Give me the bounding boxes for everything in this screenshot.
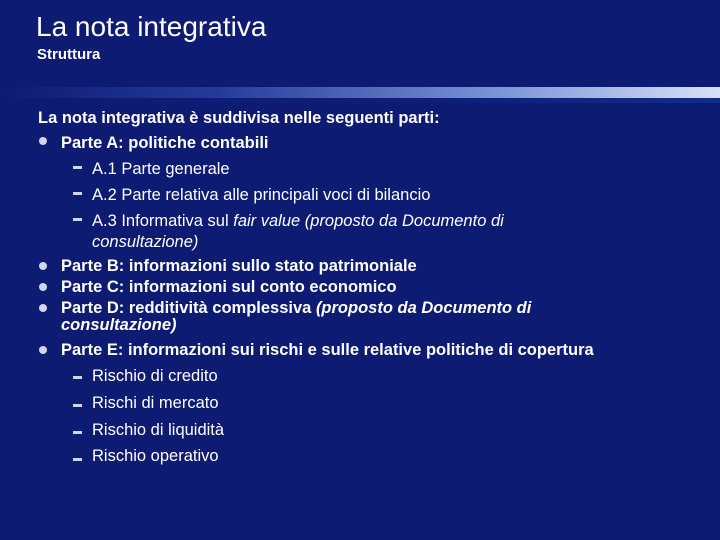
sub-bullet-icon — [73, 404, 82, 407]
part-d-italic: (proposto da Documento di — [315, 299, 532, 317]
sub-bullet-icon — [73, 218, 82, 221]
bullet-icon — [39, 304, 47, 312]
bullet-icon — [39, 262, 47, 270]
sub-bullet-icon — [73, 166, 82, 169]
part-a-label: Parte A: politiche contabili — [61, 134, 269, 152]
intro-text: La nota integrativa è suddivisa nelle seguenti parti: — [38, 109, 440, 127]
part-e-item: Rischio operativo — [92, 447, 219, 465]
part-a-item-3-italic: fair value (proposto da Documento di — [233, 212, 504, 230]
part-e-item: Rischi di mercato — [92, 394, 219, 412]
part-c-label: Parte C: informazioni sul conto economico — [61, 278, 397, 296]
bullet-icon — [39, 346, 47, 354]
sub-bullet-icon — [73, 431, 82, 434]
part-e-item: Rischio di liquidità — [92, 421, 225, 439]
part-e-item: Rischio di credito — [92, 367, 218, 385]
part-d-lead: Parte D: redditività complessiva — [61, 299, 316, 317]
part-e-label: Parte E: informazioni sui rischi e sulle relative politiche di copertura — [61, 341, 594, 359]
slide-subtitle: Struttura — [37, 46, 101, 63]
bullet-icon — [39, 283, 47, 291]
part-a-item-3 — [92, 210, 504, 232]
part-a-item-2: A.2 Parte relativa alle principali voci di bilancio — [92, 186, 431, 204]
sub-bullet-icon — [73, 458, 82, 461]
part-a-item-1: A.1 Parte generale — [92, 160, 230, 178]
sub-bullet-icon — [73, 376, 82, 379]
title-divider — [0, 87, 720, 103]
part-b-label: Parte B: informazioni sullo stato patrimoniale — [61, 257, 417, 275]
bullet-icon — [39, 137, 47, 145]
sub-bullet-icon — [73, 192, 82, 195]
part-a-item-3-lead: A.3 Informativa sul — [92, 212, 234, 230]
part-a-item-3-cont: consultazione) — [92, 233, 199, 251]
part-d-cont: consultazione) — [61, 316, 177, 334]
slide-title: La nota integrativa — [36, 11, 267, 42]
